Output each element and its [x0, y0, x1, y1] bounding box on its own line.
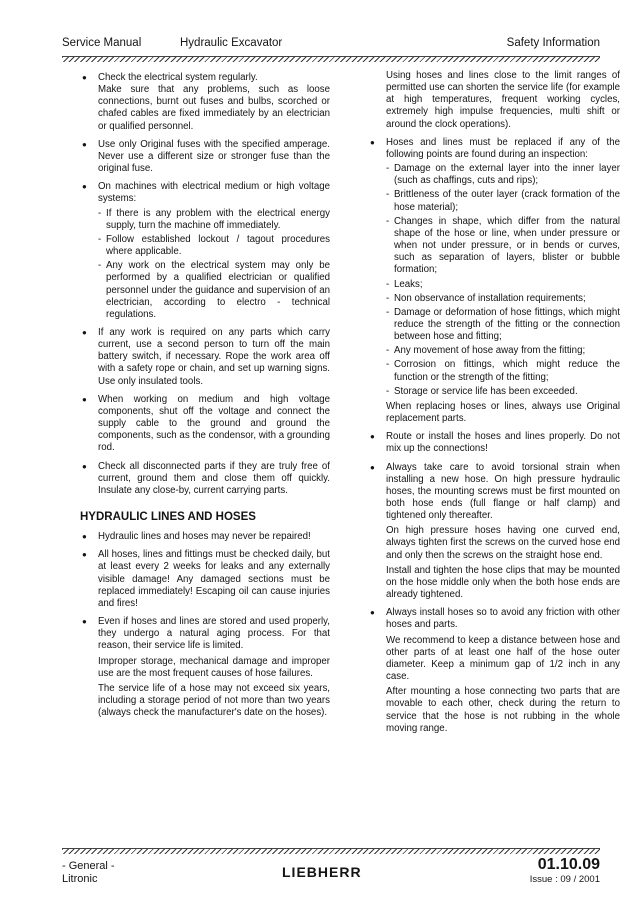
continued-paragraph: Using hoses and lines close to the limit ranges of permitted use can shorten the service life (for example at high temperatures, frequent working cycles, extremely high impulse frequencies, multi shift or around the clock operations).: [386, 70, 620, 130]
bullet-disconnected-parts: ● Check all disconnected parts if they are truly free of current, ground them and close them off quickly. Insulate any close-by, current carrying parts.: [82, 461, 330, 497]
bullet-torsional-strain: [370, 462, 620, 602]
sub-item: - Corrosion on fittings, which might reduce the function or the strength of the fitting;: [386, 359, 620, 383]
sub-item: - Changes in shape, which differ from the natural shape of the hose or line, when under pressure or when not under pressure, or in bends or curves, such as separation of layers, blister or bubble formation;: [386, 216, 620, 277]
text: Hoses and lines must be replaced if any of the following points are found during an inspection:: [386, 136, 620, 160]
bullet-high-voltage: [82, 181, 330, 321]
issue-date: Issue : 09 / 2001: [529, 874, 600, 885]
text: We recommend to keep a distance between hose and other parts of at least one half of the hose outer diameter. Keep a minimum gap of 1/2 inch in any case.: [386, 634, 620, 683]
header-divider: [62, 56, 600, 62]
bullet-second-person: ● If any work is required on any parts which carry current, use a second person to turn off the main battery switch, if necessary. Rope the work area off with a safety rope or chain, and set up warning signs. Use only insulated tools.: [82, 327, 330, 388]
bullet-service-life: [82, 616, 330, 719]
text: ● Check the electrical system regularly.: [98, 72, 258, 83]
bullet-replace-hoses: [370, 137, 620, 425]
sub-item: - Follow established lockout / tagout procedures where applicable.: [98, 234, 330, 258]
brand-logo: LIEBHERR: [282, 864, 362, 880]
text: ● Even if hoses and lines are stored and used properly, they undergo a natural aging process. For that reason, their service life is limited.: [98, 616, 330, 652]
bullet-never-repaired: ● Hydraulic lines and hoses may never be repaired!: [82, 531, 330, 543]
page-header: [62, 37, 600, 55]
sub-item: - Any movement of hose away from the fitting;: [386, 345, 620, 357]
text: ● Always take care to avoid torsional strain when installing a new hose. On high pressure hydraulic hoses, the mounting screws must be first mounted on both hose ends (full flange or half clamp) and tightened only thereafter.: [386, 461, 620, 522]
text: Install and tighten the hose clips that may be mounted on the hose middle only when the both hose ends are already tightened.: [386, 564, 620, 601]
sub-item: - Damage or deformation of hose fittings, which might reduce the strength of the fitting or the connection between hose and fitting;: [386, 307, 620, 343]
bullet-route-hoses: ● Route or install the hoses and lines properly. Do not mix up the connections!: [370, 431, 620, 455]
sub-item: - Non observance of installation requirements;: [386, 293, 620, 305]
text: After mounting a hose connecting two parts that are movable to each other, check during the return to service that the hose is not rubbing in the whole moving range.: [386, 686, 620, 734]
footer-divider: [62, 848, 600, 854]
bullet-check-electrical: [82, 72, 330, 133]
sub-item: - Leaks;: [386, 279, 620, 291]
text: ● Always install hoses so to avoid any friction with other hoses and parts.: [386, 607, 620, 631]
header-section-title: Safety Information: [506, 37, 600, 49]
sub-item: - If there is any problem with the electrical energy supply, turn the machine off immediately.: [98, 208, 330, 232]
sub-item: - Brittleness of the outer layer (crack formation of the hose material);: [386, 189, 620, 213]
right-column: [370, 70, 620, 741]
footer-category-label: - General -: [62, 860, 115, 872]
sub-item: - Damage on the external layer into the inner layer (such as chaffings, cuts and rips);: [386, 163, 620, 187]
header-manual-title: Service Manual: [62, 37, 142, 49]
text: On high pressure hoses having one curved end, always tighten first the screws on the curved hose end and only then the screws on the straight hose end.: [386, 525, 620, 561]
text: Make sure that any problems, such as loose connections, burnt out fuses and bulbs, scorched or chafed cables are fixed immediately by an electrician or qualified personnel.: [98, 84, 330, 132]
text: The service life of a hose may not exceed six years, including a storage period of not more than two years (always check the manufacturer's date on the hoses).: [98, 682, 330, 719]
footer-system-label: Litronic: [62, 873, 98, 885]
text: When replacing hoses or lines, always use Original replacement parts.: [386, 400, 620, 425]
bullet-original-fuses: ● Use only Original fuses with the specified amperage. Never use a different size or stronger fuse than the original fuse.: [82, 139, 330, 175]
text: Improper storage, mechanical damage and improper use are the most frequent causes of hose failures.: [98, 655, 330, 679]
text: On machines with electrical medium or high voltage systems:: [98, 181, 330, 205]
sub-item: - Storage or service life has been exceeded.: [386, 386, 620, 398]
header-machine-type: Hydraulic Excavator: [180, 37, 283, 49]
bullet-check-daily: ● All hoses, lines and fittings must be checked daily, but at least every 2 weeks for leaks and any externally visible damage! Any damaged sections must be replaced immediately! Escaping oil can cause injuries and fires!: [82, 549, 330, 610]
doc-code: 01.10.09: [537, 856, 600, 873]
section-heading: HYDRAULIC LINES AND HOSES: [80, 511, 256, 523]
footer-category: [62, 860, 115, 886]
page-footer: [62, 858, 600, 898]
bullet-avoid-friction: [370, 607, 620, 735]
footer-doc-info: [530, 856, 600, 885]
bullet-shut-off-voltage: ● When working on medium and high voltage components, shut off the voltage and connect the supply cable to the ground and ground the components, such as the condensor, with a grounding rod.: [82, 394, 330, 455]
sub-item: - Any work on the electrical system may only be performed by a qualified electrician or qualified personnel under the guidance and supervision of an electrician, according to electro - technical regulations.: [98, 260, 330, 321]
left-column: [82, 72, 330, 725]
